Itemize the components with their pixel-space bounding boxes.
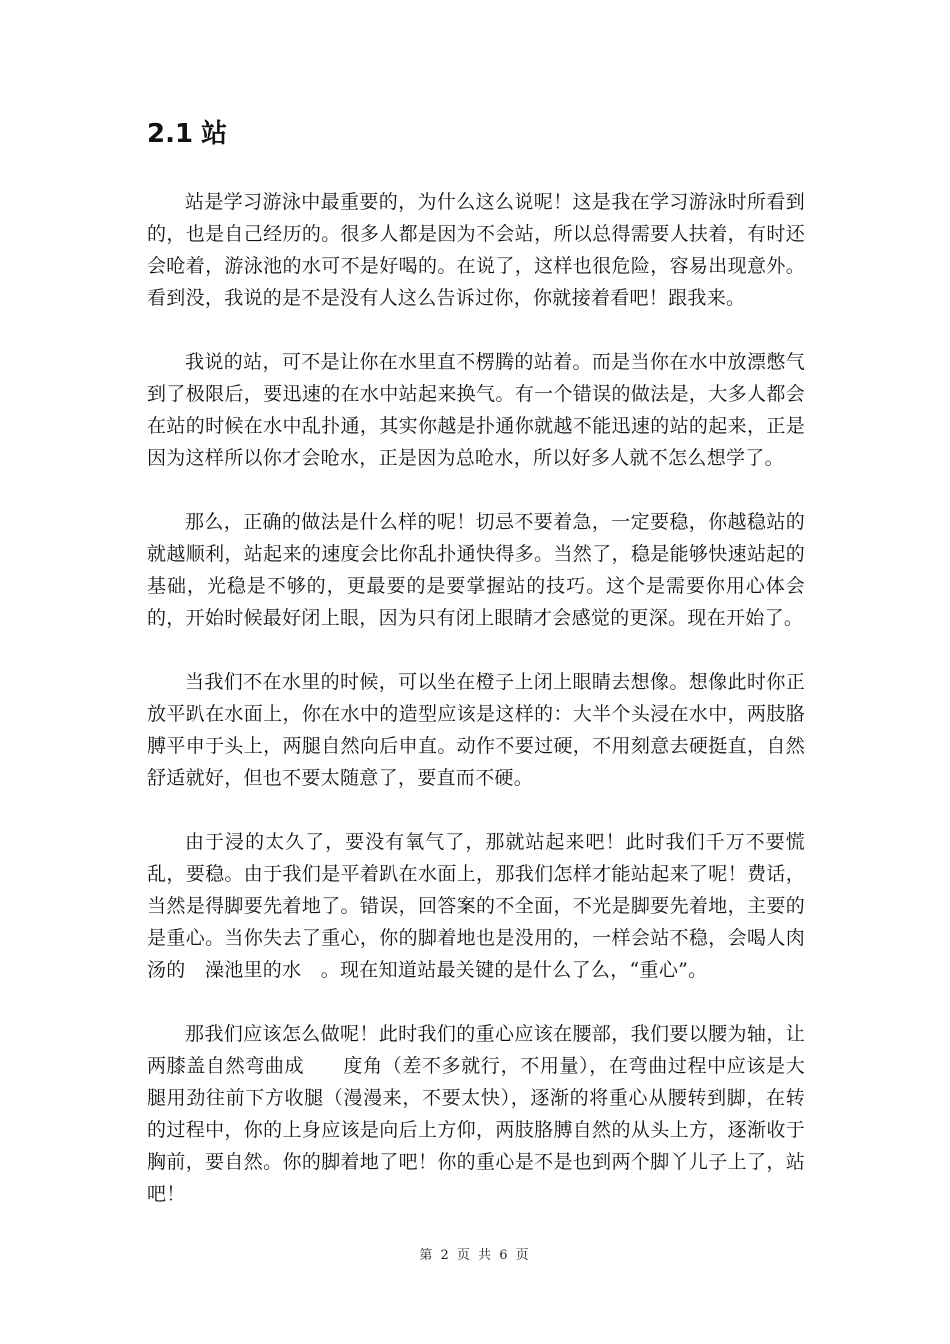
section-title-text: 站 xyxy=(201,119,228,149)
page-number-label: 第 2 页 共 6 页 xyxy=(419,1248,531,1263)
paragraph: 我说的站，可不是让你在水里直不楞腾的站着。而是当你在水中放漂憋气到了极限后，要迅速的在水中站起来换气。有一个错误的做法是，大多人都会在站的时候在水中乱扑通，其实你越是扑通你就越不能迅速的站的起来，正是因为这样所以你才会呛水，正是因为总呛水，所以好多人就不怎么想学了。 xyxy=(147,351,805,469)
paragraph: 那么，正确的做法是什么样的呢！切忌不要着急，一定要稳，你越稳站的就越顺利，站起来的速度会比你乱扑通快得多。当然了，稳是能够快速站起的基础，光稳是不够的，更最要的是要掌握站的技巧。这个是需要你用心体会的，开始时候最好闭上眼，因为只有闭上眼睛才会感觉的更深。现在开始了。 xyxy=(147,511,805,629)
body-text xyxy=(147,186,805,1242)
section-heading xyxy=(147,116,227,152)
paragraph: 由于浸的太久了，要没有氧气了，那就站起来吧！此时我们千万不要慌乱，要稳。由于我们是平着趴在水面上，那我们怎样才能站起来了呢！费话，当然是得脚要先着地了。错误，回答案的不全面，不光是脚要先着地，主要的是重心。当你失去了重心，你的脚着地也是没用的，一样会站不稳，会喝人肉汤的 澡池里的水 。现在知道站最关键的是什么了么，“重心”。 xyxy=(147,831,805,981)
paragraph: 站是学习游泳中最重要的，为什么这么说呢！这是我在学习游泳时所看到的，也是自己经历的。很多人都是因为不会站，所以总得需要人扶着，有时还会呛着，游泳池的水可不是好喝的。在说了，这样也很危险，容易出现意外。看到没，我说的是不是没有人这么告诉过你，你就接着看吧！跟我来。 xyxy=(147,191,805,309)
page-footer xyxy=(0,1246,950,1266)
paragraph: 那我们应该怎么做呢！此时我们的重心应该在腰部，我们要以腰为轴，让两膝盖自然弯曲成 度角（差不多就行，不用量），在弯曲过程中应该是大腿用劲往前下方收腿（漫漫来，不要太快），逐渐的将重心从腰转到脚，在转的过程中，你的上身应该是向后上方仰，两肢胳膊自然的从头上方，逐渐收于胸前，要自然。你的脚着地了吧！你的重心是不是也到两个脚丫儿子上了，站吧！ xyxy=(147,1023,805,1205)
paragraph: 当我们不在水里的时候，可以坐在橙子上闭上眼睛去想像。想像此时你正放平趴在水面上，你在水中的造型应该是这样的：大半个头浸在水中，两肢胳膊平申于头上，两腿自然向后申直。动作不要过硬，不用刻意去硬挺直，自然舒适就好，但也不要太随意了，要直而不硬。 xyxy=(147,671,805,789)
section-number: 2.1 xyxy=(147,119,194,149)
